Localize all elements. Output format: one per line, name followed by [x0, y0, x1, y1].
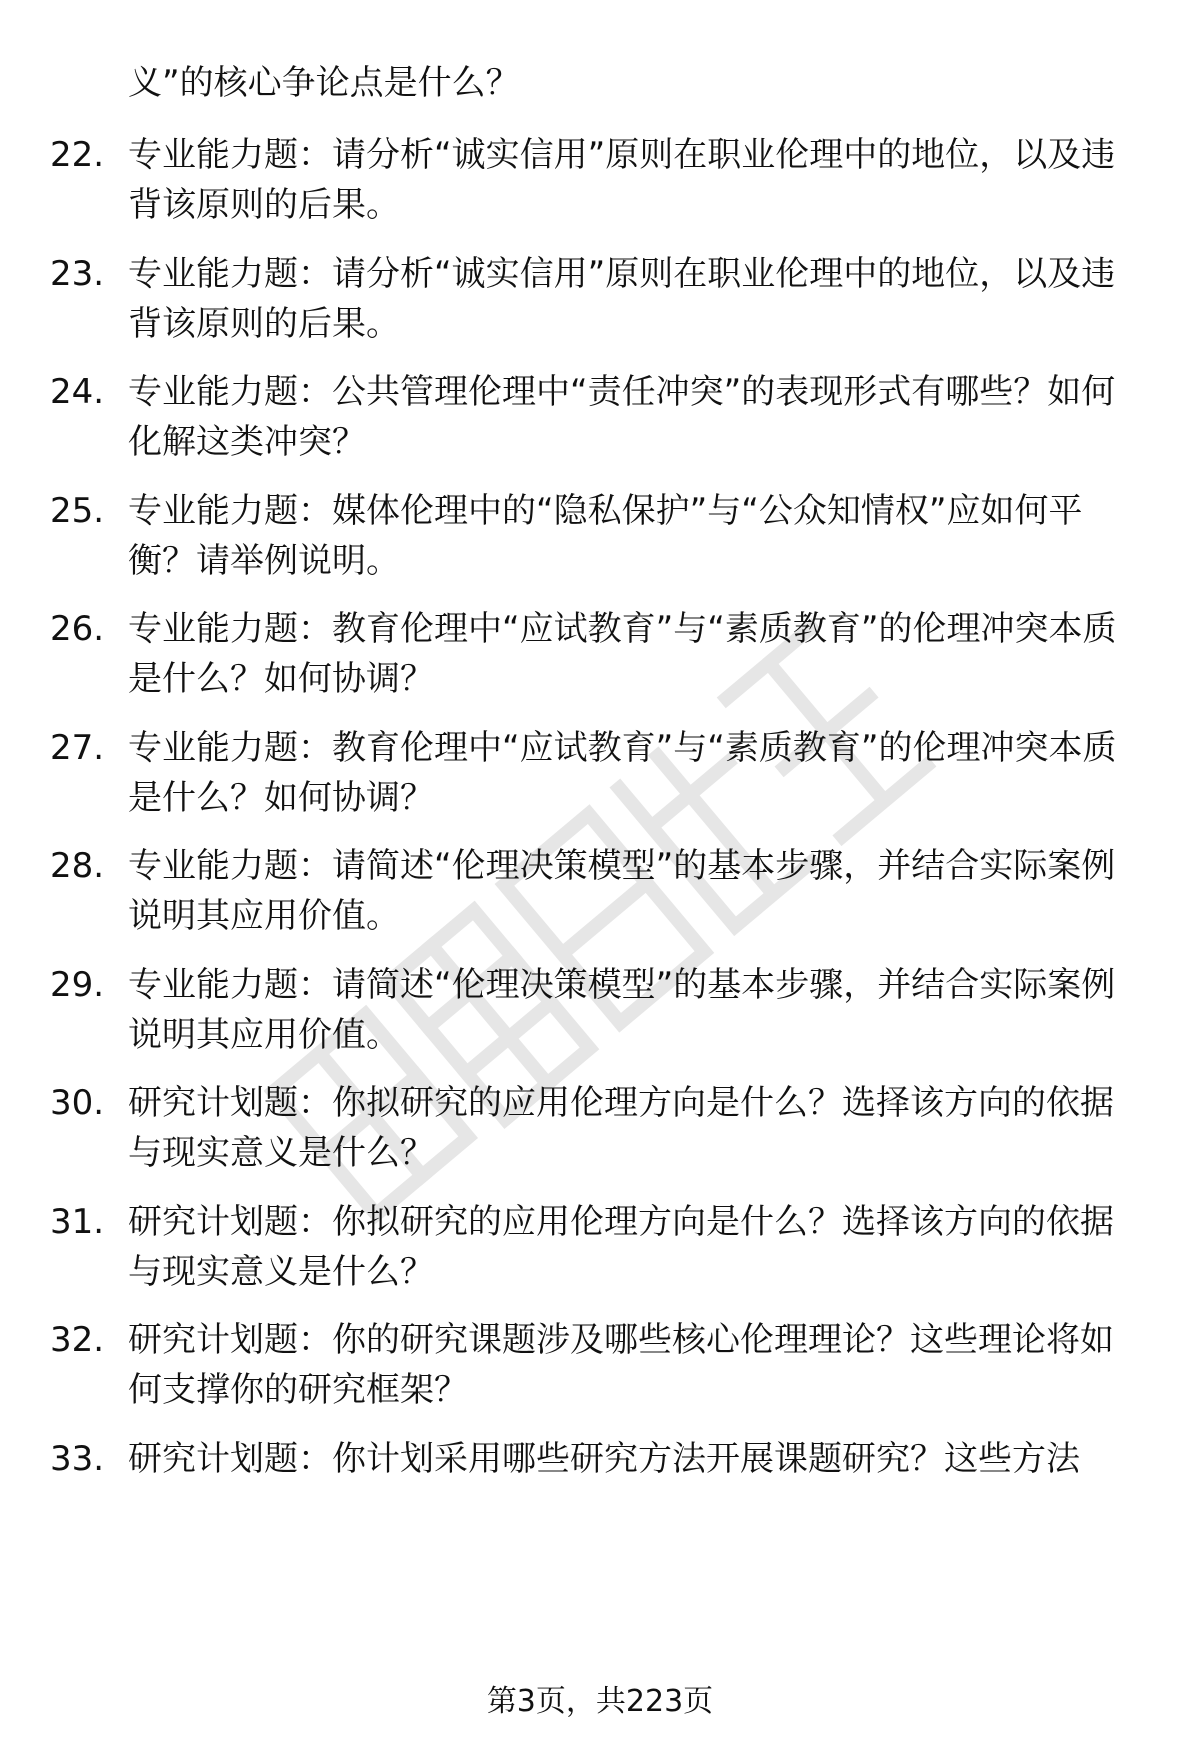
question-number: 30. — [50, 1083, 105, 1123]
question-item — [0, 130, 1200, 230]
question-number: 24. — [50, 372, 105, 412]
question-text: 专业能力题：请简述“伦理决策模型”的基本步骤，并结合实际案例说明其应用价值。 — [128, 964, 1116, 1055]
question-number: 32. — [50, 1320, 105, 1360]
question-text: 专业能力题：请分析“诚实信用”原则在职业伦理中的地位，以及违背该原则的后果。 — [128, 135, 1116, 225]
question-text: 研究计划题：你的研究课题涉及哪些核心伦理理论？这些理论将如何支撑你的研究框架？ — [128, 1320, 1114, 1410]
question-number: 28. — [50, 846, 105, 886]
page-footer: 第3页，共223页 — [486, 1684, 714, 1719]
question-number: 29. — [50, 964, 105, 1005]
question-text: 专业能力题：教育伦理中“应试教育”与“素质教育”的伦理冲突本质是什么？如何协调？ — [128, 609, 1117, 699]
question-item — [0, 486, 1200, 586]
question-text: 研究计划题：你拟研究的应用伦理方向是什么？选择该方向的依据与现实意义是什么？ — [128, 1083, 1114, 1173]
question-text: 专业能力题：公共管理伦理中“责任冲突”的表现形式有哪些？如何化解这类冲突？ — [128, 372, 1116, 462]
question-item — [0, 841, 1200, 941]
question-item — [0, 960, 1200, 1060]
question-item — [0, 249, 1200, 349]
question-text: 专业能力题：请简述“伦理决策模型”的基本步骤，并结合实际案例说明其应用价值。 — [128, 846, 1116, 936]
question-item — [0, 1078, 1200, 1178]
continuation-text: 义”的核心争论点是什么？ — [128, 63, 520, 103]
question-number: 23. — [50, 253, 105, 294]
question-text: 专业能力题：请分析“诚实信用”原则在职业伦理中的地位，以及违背该原则的后果。 — [128, 253, 1116, 344]
question-item — [0, 1197, 1200, 1297]
question-number: 26. — [50, 609, 105, 649]
question-item — [0, 1434, 1200, 1534]
question-text: 研究计划题：你计划采用哪些研究方法开展课题研究？这些方法 — [128, 1438, 1080, 1479]
question-item — [0, 604, 1200, 704]
question-item — [0, 1315, 1200, 1415]
question-text: 研究计划题：你拟研究的应用伦理方向是什么？选择该方向的依据与现实意义是什么？ — [128, 1201, 1114, 1292]
question-number: 27. — [50, 727, 105, 768]
question-number: 31. — [50, 1201, 105, 1242]
question-item — [0, 723, 1200, 823]
question-number: 25. — [50, 490, 105, 531]
question-text: 专业能力题：媒体伦理中的“隐私保护”与“公众知情权”应如何平衡？请举例说明。 — [128, 490, 1083, 581]
question-item — [0, 367, 1200, 467]
question-text: 专业能力题：教育伦理中“应试教育”与“素质教育”的伦理冲突本质是什么？如何协调？ — [128, 727, 1117, 818]
question-number: 22. — [50, 135, 105, 175]
question-number: 33. — [50, 1438, 105, 1479]
